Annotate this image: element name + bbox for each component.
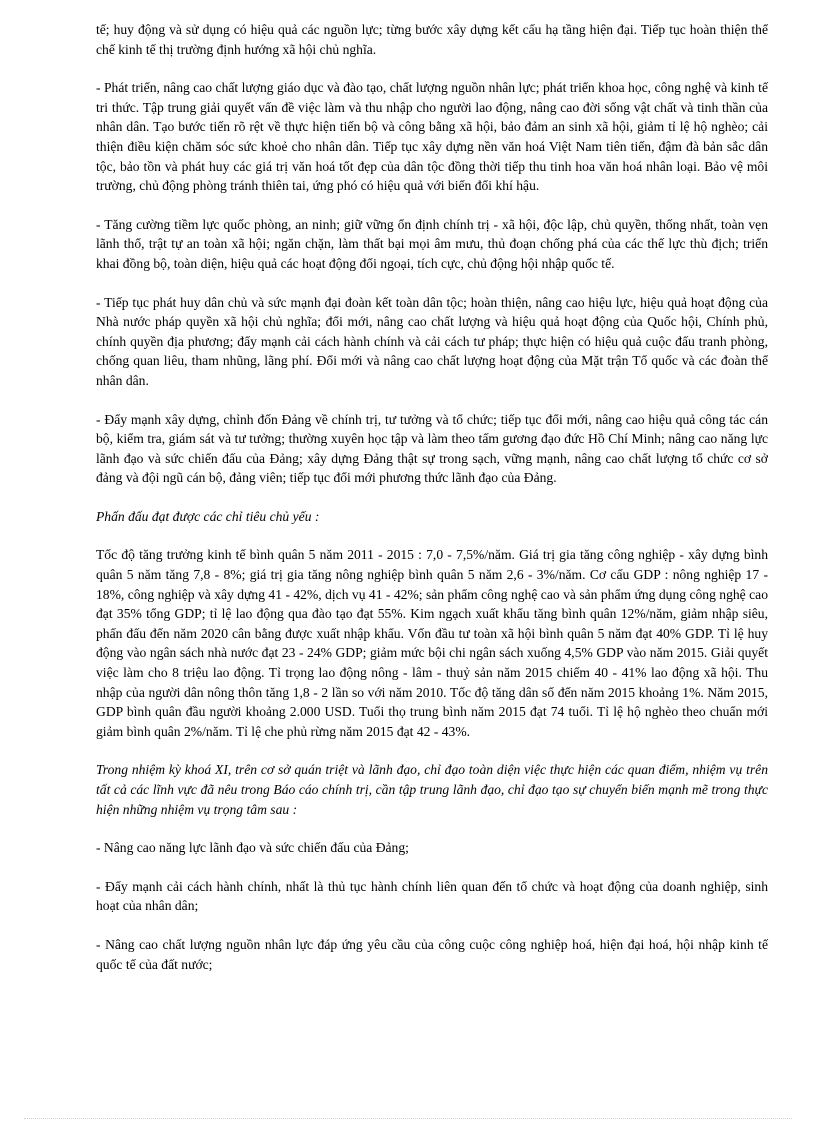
paragraph-economy-continued: tế; huy động và sử dụng có hiệu quả các nguồn lực; từng bước xây dựng kết cấu hạ tầng hiện đại. Tiếp tục hoàn thiện thể chế kinh tế thị trường định hướng xã hội chủ nghĩa. — [96, 22, 768, 57]
section-heading-targets: Phấn đấu đạt được các chỉ tiêu chủ yếu : — [96, 508, 320, 524]
paragraph-party-building: - Đẩy mạnh xây dựng, chỉnh đốn Đảng về chính trị, tư tưởng và tổ chức; tiếp tục đổi mới, nâng cao hiệu quả công tác cán bộ, kiểm tra, giám sát và tư tưởng; thường xuyên học tập và làm theo tấm gương đạo đức Hồ Chí Minh; nâng cao năng lực lãnh đạo và sức chiến đấu của Đảng; xây dựng Đảng thật sự trong sạch, vững mạnh, nâng cao chất lượng tổ chức cơ sở đảng và đội ngũ cán bộ, đảng viên; tiếp tục đổi mới phương thức lãnh đạo của Đảng. — [96, 411, 768, 486]
paragraph-democracy-state: - Tiếp tục phát huy dân chủ và sức mạnh đại đoàn kết toàn dân tộc; hoàn thiện, nâng cao hiệu lực, hiệu quả hoạt động của Nhà nước pháp quyền xã hội chủ nghĩa; đổi mới, nâng cao chất lượng và hiệu quả hoạt động của Quốc hội, Chính phủ, chính quyền địa phương; đẩy mạnh cải cách hành chính và cải cách tư pháp; thực hiện có hiệu quả cuộc đấu tranh phòng, chống quan liêu, tham nhũng, lãng phí. Đổi mới và nâng cao chất lượng hoạt động của Mặt trận Tổ quốc và các đoàn thể nhân dân. — [96, 294, 768, 388]
paragraph-defense-security: - Tăng cường tiềm lực quốc phòng, an ninh; giữ vững ổn định chính trị - xã hội, độc lập, chủ quyền, thống nhất, toàn vẹn lãnh thổ, trật tự an toàn xã hội; ngăn chặn, làm thất bại mọi âm mưu, thủ đoạn chống phá của các thế lực thù địch; triển khai đồng bộ, toàn diện, hiệu quả các hoạt động đối ngoại, tích cực, chủ động hội nhập quốc tế. — [96, 216, 768, 271]
list-item-leadership: - Nâng cao năng lực lãnh đạo và sức chiến đấu của Đảng; — [96, 840, 409, 856]
document-page — [96, 0, 768, 993]
list-item-administrative-reform: - Đẩy mạnh cải cách hành chính, nhất là thủ tục hành chính liên quan đến tổ chức và hoạt động của doanh nghiệp, sinh hoạt của nhân dân; — [96, 878, 768, 914]
list-item-human-resources: - Nâng cao chất lượng nguồn nhân lực đáp ứng yêu cầu của công cuộc công nghiệp hoá, hiện đại hoá, hội nhập kinh tế quốc tế của đất nước; — [96, 936, 768, 972]
paragraph-targets: Tốc độ tăng trưởng kinh tế bình quân 5 năm 2011 - 2015 : 7,0 - 7,5%/năm. Giá trị gia tăng công nghiệp - xây dựng bình quân 5 năm tăng 7,8 - 8%; giá trị gia tăng nông nghiệp bình quân 5 năm 2,6 - 3%/năm. Cơ cấu GDP : nông nghiệp 17 - 18%, công nghiệp và xây dựng 41 - 42%, dịch vụ 41 - 42%; sản phẩm công nghệ cao và sản phẩm ứng dụng công nghệ cao đạt 35% tổng GDP; tỉ lệ lao động qua đào tạo đạt 55%. Kim ngạch xuất khẩu tăng bình quân 12%/năm, giảm nhập siêu, phấn đấu đến năm 2020 cân bằng được xuất nhập khẩu. Vốn đầu tư toàn xã hội bình quân 5 năm đạt 40% GDP. Tỉ lệ huy động vào ngân sách nhà nước đạt 23 - 24% GDP; giảm mức bội chi ngân sách xuống 4,5% GDP vào năm 2015. Giải quyết việc làm cho 8 triệu lao động. Tỉ trọng lao động nông - lâm - thuỷ sản năm 2015 chiếm 40 - 41% lao động xã hội. Thu nhập của người dân nông thôn tăng 1,8 - 2 lần so với năm 2010. Tốc độ tăng dân số đến năm 2015 khoảng 1%. Năm 2015, GDP bình quân đầu người khoảng 2.000 USD. Tuổi thọ trung bình năm 2015 đạt 74 tuổi. Tỉ lệ hộ nghèo theo chuẩn mới giảm bình quân 2%/năm. Tỉ lệ che phủ rừng năm 2015 đạt 42 - 43%. — [96, 547, 768, 739]
page-bottom-divider — [24, 1118, 792, 1119]
paragraph-key-tasks-intro: Trong nhiệm kỳ khoá XI, trên cơ sở quán triệt và lãnh đạo, chỉ đạo toàn diện việc thực hiện các quan điểm, nhiệm vụ trên tất cả các lĩnh vực đã nêu trong Báo cáo chính trị, cần tập trung lãnh đạo, chỉ đạo tạo sự chuyển biến mạnh mẽ trong thực hiện những nhiệm vụ trọng tâm sau : — [96, 762, 768, 817]
paragraph-education-development: - Phát triển, nâng cao chất lượng giáo dục và đào tạo, chất lượng nguồn nhân lực; phát triển khoa học, công nghệ và kinh tế tri thức. Tập trung giải quyết vấn đề việc làm và thu nhập cho người lao động, nâng cao đời sống vật chất và tinh thần của nhân dân. Tạo bước tiến rõ rệt về thực hiện tiến bộ và công bằng xã hội, bảo đảm an sinh xã hội, giảm tỉ lệ hộ nghèo; cải thiện điều kiện chăm sóc sức khoẻ cho nhân dân. Tiếp tục xây dựng nền văn hoá Việt Nam tiên tiến, đậm đà bản sắc dân tộc, bảo tồn và phát huy các giá trị văn hoá tốt đẹp của dân tộc đồng thời tiếp thu tinh hoa văn hoá nhân loại. Bảo vệ môi trường, chủ động phòng tránh thiên tai, ứng phó có hiệu quả với biến đổi khí hậu. — [96, 80, 768, 194]
